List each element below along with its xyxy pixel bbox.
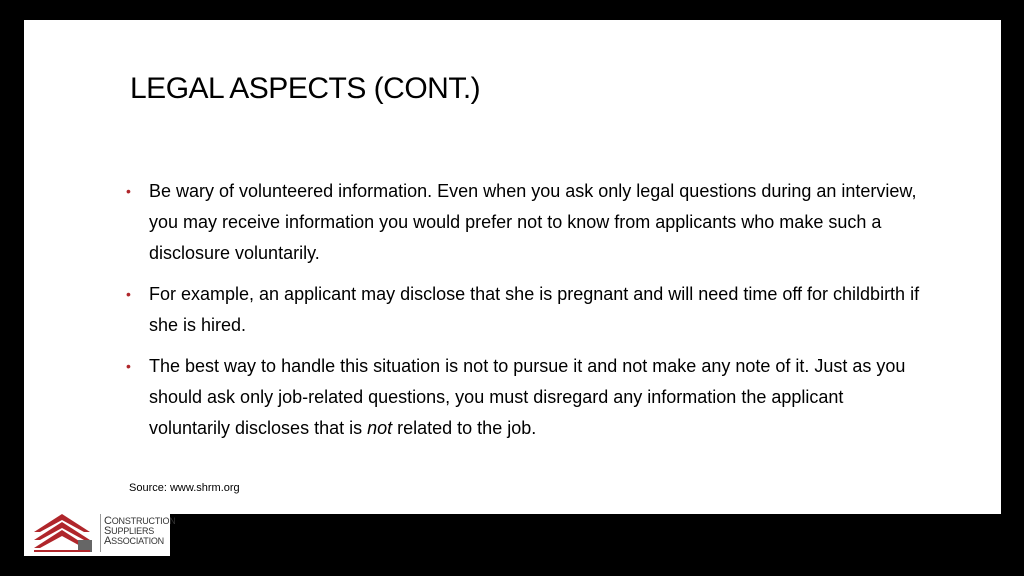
logo-divider [100, 514, 101, 552]
bullet-item [126, 351, 926, 444]
bullet-text-emphasis: not [367, 418, 393, 438]
bullet-text: Be wary of volunteered information. Even when you ask only legal questions during an interview, you may receive information you would prefer not to know from applicants who make such a disclosure voluntarily. [149, 181, 917, 263]
bullet-icon: • [126, 286, 131, 302]
bullet-list [126, 176, 926, 454]
source-citation: Source: www.shrm.org [129, 482, 240, 494]
bullet-icon: • [126, 183, 131, 199]
bullet-text-start: The best way to handle this situation is not to pursue it and not make any note of it. Just as you should ask only job-related questions, you must disregard any information the applicant voluntarily discloses that is [149, 356, 906, 438]
bullet-text-end: related to the job. [392, 418, 537, 438]
company-logo [30, 510, 176, 556]
bullet-item [126, 279, 926, 341]
slide [24, 20, 1001, 556]
slide-title: LEGAL ASPECTS (CONT.) [130, 72, 481, 105]
bullet-icon: • [126, 358, 131, 374]
footer-bar [170, 514, 1001, 556]
bullet-text: For example, an applicant may disclose that she is pregnant and will need time off for childbirth if she is hired. [149, 284, 920, 335]
roof-logo-icon [32, 510, 94, 554]
logo-wordmark: CONSTRUCTION SUPPLIERS ASSOCIATION [104, 515, 176, 547]
bullet-item [126, 176, 926, 269]
